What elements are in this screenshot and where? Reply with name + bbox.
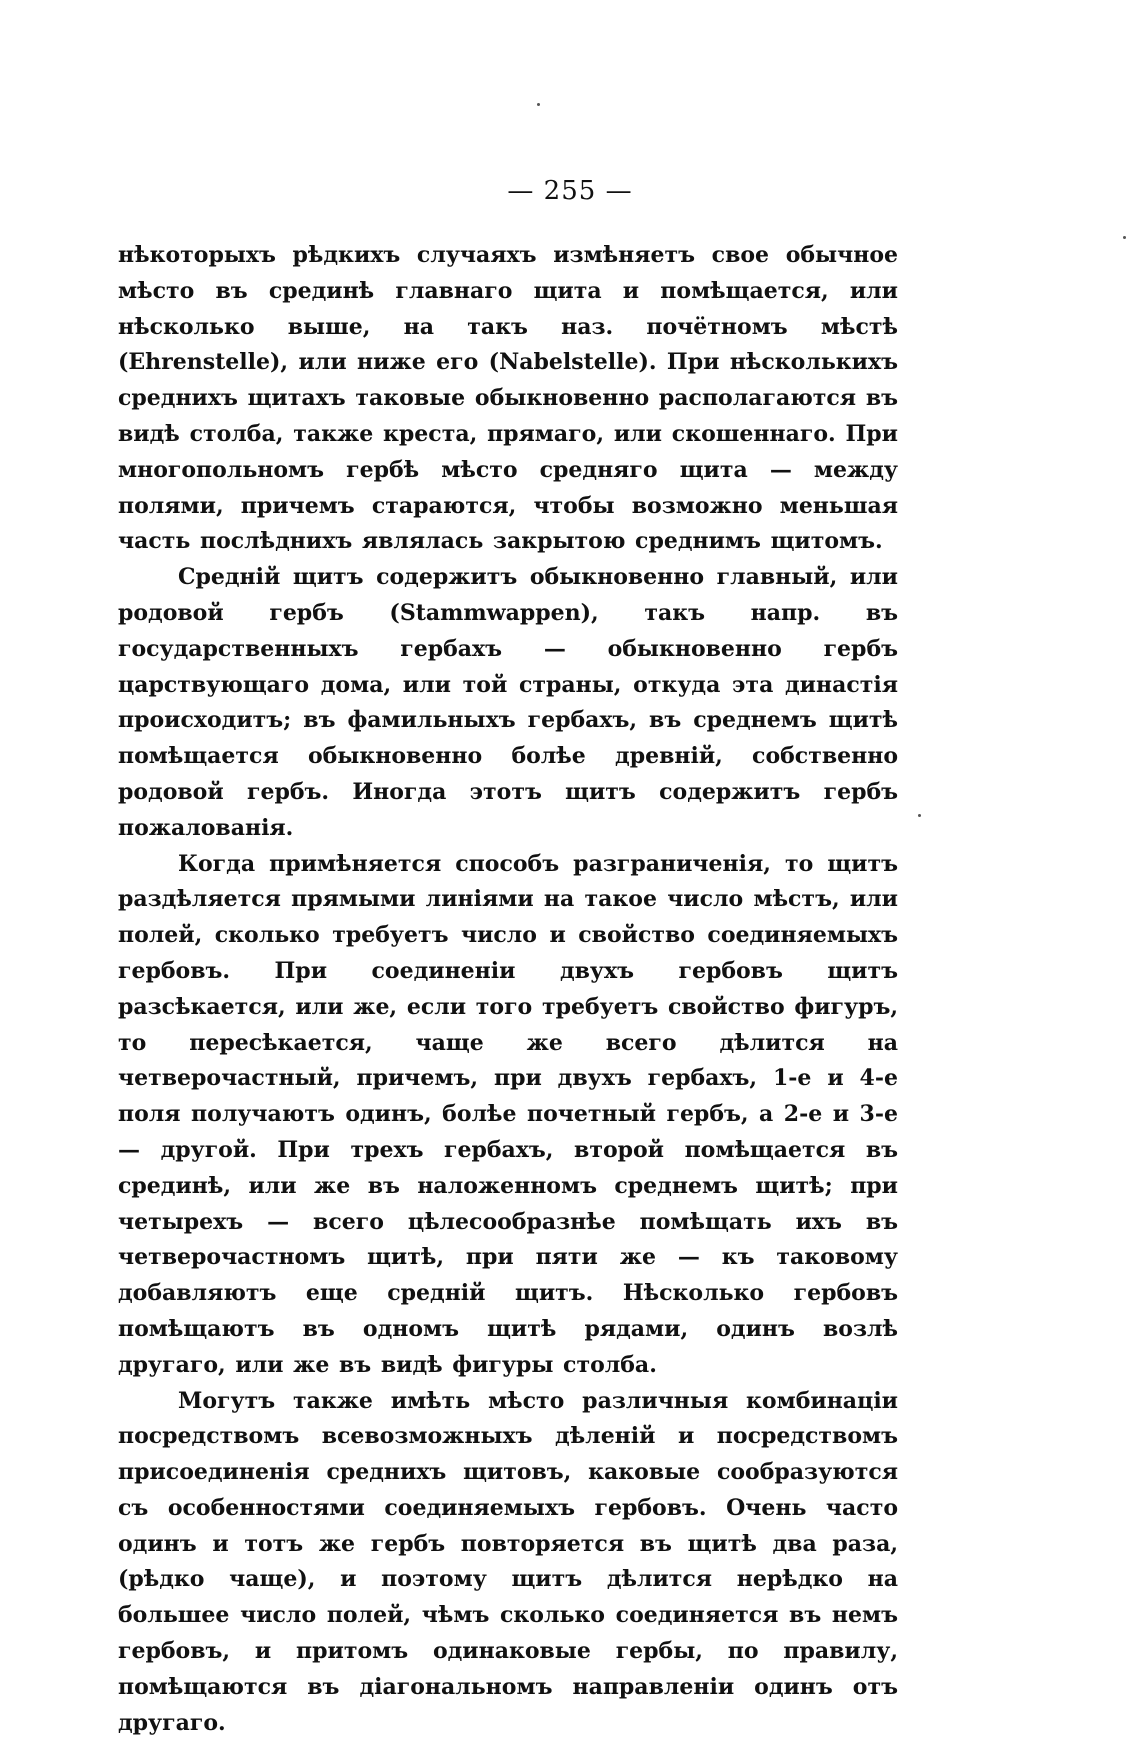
paragraph-4: Могутъ также имѣть мѣсто различныя комбинаціи посредствомъ всевозможныхъ дѣленій и посредствомъ присоединенія среднихъ щитовъ, каковые сообразуются съ особенностями соединяемыхъ гербовъ. Очень часто одинъ и тотъ же гербъ повторяется въ щитѣ два раза, (рѣдко чаще), и поэтому щитъ дѣлится нерѣдко на большее число полей, чѣмъ сколько соединяется въ немъ гербовъ, и притомъ одинаковые гербы, по правилу, помѣщаются въ діагональномъ направленіи одинъ отъ другаго. — [118, 1387, 898, 1736]
body-text — [118, 238, 898, 1741]
paragraph-1: нѣкоторыхъ рѣдкихъ случаяхъ измѣняетъ свое обычное мѣсто въ срединѣ главнаго щита и помѣщается, или нѣсколько выше, на такъ наз. почётномъ мѣстѣ (Ehrenstelle), или ниже его (Nabelstelle). При нѣсколькихъ среднихъ щитахъ таковые обыкновенно располагаются въ видѣ столба, также креста, прямаго, или скошеннаго. При многопольномъ гербѣ мѣсто средняго щита — между полями, причемъ стараются, чтобы возможно меньшая часть послѣднихъ являлась закрытою среднимъ щитомъ. — [118, 242, 898, 555]
print-speck — [537, 103, 540, 106]
print-speck — [1123, 236, 1126, 239]
paragraph-3: Когда примѣняется способъ разграниченія, то щитъ раздѣляется прямыми линіями на такое число мѣстъ, или полей, сколько требуетъ число и свойство соединяемыхъ гербовъ. При соединеніи двухъ гербовъ щитъ разсѣкается, или же, если того требуетъ свойство фигуръ, то пересѣкается, чаще же всего дѣлится на четверочастный, причемъ, при двухъ гербахъ, 1-е и 4-е поля получаютъ одинъ, болѣе почетный гербъ, а 2-е и 3-е — другой. При трехъ гербахъ, второй помѣщается въ срединѣ, или же въ наложенномъ среднемъ щитѣ; при четырехъ — всего цѣлесообразнѣе помѣщать ихъ въ четверочастномъ щитѣ, при пяти же — къ таковому добавляютъ еще средній щитъ. Нѣсколько гербовъ помѣщаютъ въ одномъ щитѣ рядами, одинъ возлѣ другаго, или же въ видѣ фигуры столба. — [118, 850, 898, 1378]
print-speck — [918, 814, 921, 817]
page-number: — 255 — — [507, 176, 633, 206]
paragraph-2: Средній щитъ содержитъ обыкновенно главный, или родовой гербъ (Stammwappen), такъ напр. въ государственныхъ гербахъ — обыкновенно гербъ царствующаго дома, или той страны, откуда эта династія происходитъ; въ фамильныхъ гербахъ, въ среднемъ щитѣ помѣщается обыкновенно болѣе древній, собственно родовой гербъ. Иногда этотъ щитъ содержитъ гербъ пожалованія. — [118, 564, 898, 841]
